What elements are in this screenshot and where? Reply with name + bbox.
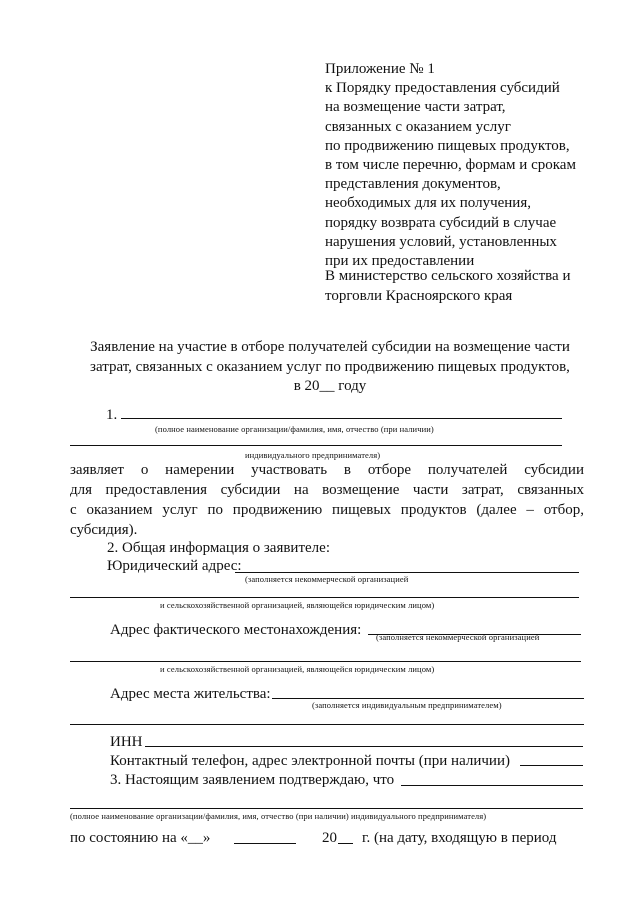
section2-heading: 2. Общая информация о заявителе: xyxy=(107,540,330,556)
org-name-hint2: индивидуального предпринимателя) xyxy=(245,450,381,460)
actual-address-hint2: и сельскохозяйственной организацией, являющейся юридическим лицом) xyxy=(160,664,435,674)
document-title xyxy=(60,338,600,397)
section3-field[interactable] xyxy=(401,785,583,786)
appendix-line: к Порядку предоставления субсидий xyxy=(325,80,560,97)
section1-text-line: для предоставления субсидии на возмещение части затрат, связанных xyxy=(70,482,584,498)
contact-label: Контактный телефон, адрес электронной почты (при наличии) xyxy=(110,753,510,769)
date-month-field[interactable] xyxy=(234,843,296,844)
section1-text-line: заявляет о намерении участвовать в отборе получателей субсидии xyxy=(70,462,584,478)
section3-field-line2[interactable] xyxy=(70,808,583,809)
appendix-line: представления документов, xyxy=(325,176,501,193)
appendix-line: в том числе перечню, формам и срокам xyxy=(325,157,576,174)
date-year-field[interactable] xyxy=(338,843,353,844)
legal-address-field-line2[interactable] xyxy=(70,597,579,598)
date-year-prefix: 20 xyxy=(322,830,337,846)
section3-text: 3. Настоящим заявлением подтверждаю, что xyxy=(110,772,395,788)
appendix-line: по продвижению пищевых продуктов, xyxy=(325,137,570,154)
section1-text-line: с оказанием услуг по продвижению пищевых продуктов (далее – отбор, xyxy=(70,502,584,518)
legal-address-hint: (заполняется некоммерческой организацией xyxy=(245,574,409,584)
residence-field-line2[interactable] xyxy=(70,724,584,725)
residence-hint: (заполняется индивидуальным предпринимателем) xyxy=(312,700,502,710)
date-line-start: по состоянию на «__» xyxy=(70,830,211,846)
title-line: затрат, связанных с оказанием услуг по продвижению пищевых продуктов, xyxy=(90,358,570,375)
date-line-end: г. (на дату, входящую в период xyxy=(362,830,557,846)
section3-hint: (полное наименование организации/фамилия, имя, отчество (при наличии) индивидуального предпринимателя) xyxy=(70,811,487,821)
appendix-line: порядку возврата субсидий в случае xyxy=(325,214,557,231)
title-line: Заявление на участие в отборе получателей субсидии на возмещение части xyxy=(90,339,570,355)
addressee-block xyxy=(325,266,571,306)
appendix-line: на возмещение части затрат, xyxy=(325,99,506,116)
legal-address-hint2: и сельскохозяйственной организацией, являющейся юридическим лицом) xyxy=(160,600,435,610)
inn-field[interactable] xyxy=(145,746,583,747)
section1-number: 1. xyxy=(106,407,118,423)
appendix-line: Приложение № 1 xyxy=(325,61,435,77)
org-name-field-line2[interactable] xyxy=(70,445,562,446)
appendix-block xyxy=(325,60,576,271)
section1-text-last: субсидия). xyxy=(70,522,138,538)
addressee-line: торговли Красноярского края xyxy=(325,288,513,304)
addressee-line: В министерство сельского хозяйства и xyxy=(325,268,571,284)
appendix-line: связанных с оказанием услуг xyxy=(325,118,511,135)
org-name-hint: (полное наименование организации/фамилия, имя, отчество (при наличии) xyxy=(155,424,434,434)
actual-address-hint: (заполняется некоммерческой организацией xyxy=(376,632,540,642)
inn-label: ИНН xyxy=(110,734,143,750)
title-line: в 20__ году xyxy=(293,378,367,394)
legal-address-field[interactable] xyxy=(235,572,579,573)
residence-label: Адрес места жительства: xyxy=(110,686,271,702)
contact-field[interactable] xyxy=(520,765,583,766)
org-name-field[interactable] xyxy=(121,418,562,419)
appendix-line: нарушения условий, установленных xyxy=(325,233,557,250)
actual-address-field-line2[interactable] xyxy=(70,661,581,662)
actual-address-label: Адрес фактического местонахождения: xyxy=(110,622,362,638)
residence-field[interactable] xyxy=(272,698,584,699)
legal-address-label: Юридический адрес: xyxy=(107,558,242,574)
appendix-line: необходимых для их получения, xyxy=(325,195,531,212)
appendix-line: при их предоставлении xyxy=(325,253,475,270)
